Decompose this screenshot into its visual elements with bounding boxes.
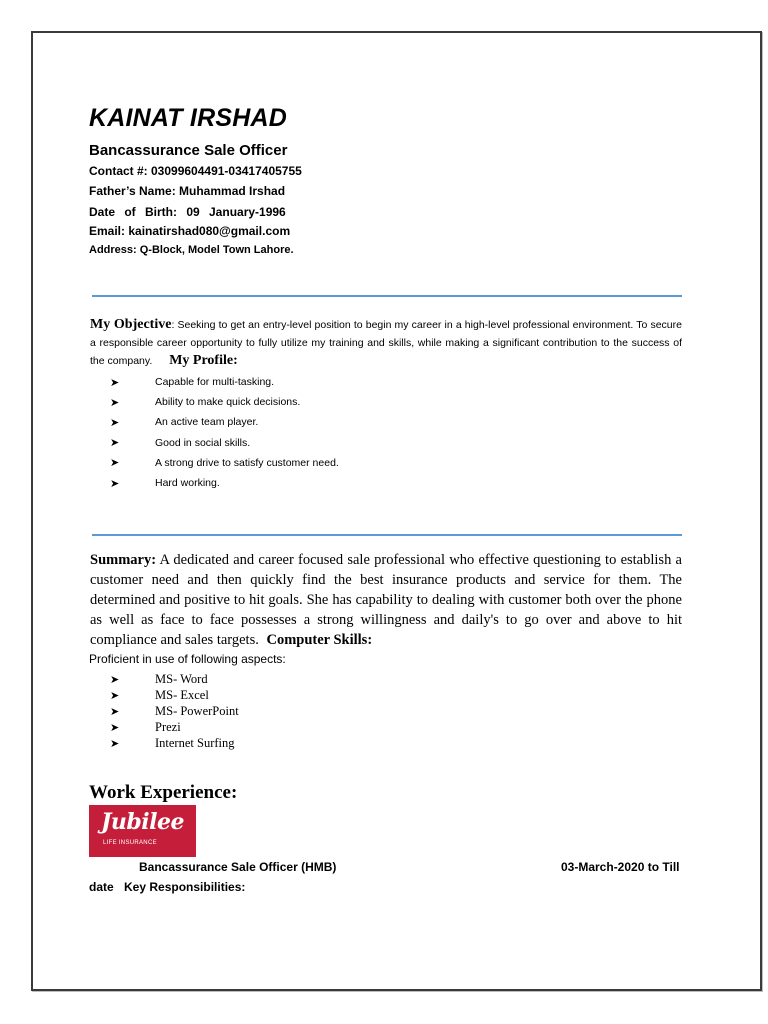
divider-line (92, 295, 682, 297)
list-item-text: MS- Excel (155, 687, 209, 702)
job-dates-continued: date (89, 880, 114, 894)
work-experience-heading: Work Experience: (89, 782, 238, 803)
bullet-arrow-icon: ➤ (110, 437, 120, 450)
list-item (110, 453, 339, 473)
divider-line (92, 534, 682, 536)
list-item-text: Capable for multi-tasking. (155, 376, 275, 389)
list-item (110, 372, 339, 392)
list-item (110, 473, 339, 493)
key-responsibilities-heading: Key Responsibilities: (124, 880, 246, 894)
logo-brand-text: Jubilee (101, 809, 184, 835)
profile-heading: My Profile: (169, 353, 238, 368)
skills-list (110, 671, 239, 752)
objective-section (90, 316, 682, 370)
list-item-text: Good in social skills. (155, 436, 251, 449)
list-item-text: MS- PowerPoint (155, 703, 239, 718)
list-item-text: Prezi (155, 720, 181, 735)
list-item-text: Internet Surfing (155, 736, 235, 751)
dob-line: Date of Birth: 09 January-1996 (89, 205, 286, 219)
candidate-name: KAINAT IRSHAD (89, 104, 287, 132)
job-title: Bancassurance Sale Officer (89, 142, 288, 159)
list-item-text: MS- Word (155, 671, 208, 686)
list-item (110, 720, 239, 736)
list-item-text: Hard working. (155, 477, 220, 490)
list-item (110, 392, 339, 412)
summary-section (90, 550, 682, 650)
father-name-line: Father’s Name: Muhammad Irshad (89, 184, 286, 198)
list-item (110, 687, 239, 703)
computer-skills-heading: Computer Skills: (266, 632, 373, 648)
address-line: Address: Q-Block, Model Town Lahore. (89, 244, 294, 256)
summary-text: A dedicated and career focused sale professional who effective questioning to establish a customer need and then quickly find the best insurance products and service for them. The determined and positive to hit goals. She has capability to dealing with customer both over the phone as well as face to face possesses a strong willingness and daily's to go over and above to hit compliance and sales targets. (90, 552, 682, 648)
list-item (110, 433, 339, 453)
skills-intro: Proficient in use of following aspects: (89, 652, 286, 666)
email-line: Email: kainatirshad080@gmail.com (89, 224, 291, 238)
objective-heading: My Objective (90, 317, 172, 332)
contact-line: Contact #: 03099604491-03417405755 (89, 164, 302, 178)
jubilee-logo (89, 805, 196, 857)
bullet-arrow-icon: ➤ (110, 722, 120, 735)
list-item (110, 703, 239, 719)
objective-text: : Seeking to get an entry-level position to begin my career in a high-level professional environment. To secure a responsible career opportunity to fully utilize my training and skills, while making a significant contribution to the success of the company. (90, 319, 682, 367)
bullet-arrow-icon: ➤ (110, 457, 120, 470)
list-item-text: Ability to make quick decisions. (155, 396, 301, 409)
list-item (110, 736, 239, 752)
bullet-arrow-icon: ➤ (110, 673, 120, 686)
list-item (110, 412, 339, 432)
bullet-arrow-icon: ➤ (110, 416, 120, 429)
job-dates: 03-March-2020 to Till (561, 860, 680, 874)
job-position: Bancassurance Sale Officer (HMB) (139, 860, 337, 874)
list-item-text: A strong drive to satisfy customer need. (155, 456, 339, 469)
bullet-arrow-icon: ➤ (110, 396, 120, 409)
bullet-arrow-icon: ➤ (110, 738, 120, 751)
bullet-arrow-icon: ➤ (110, 477, 120, 490)
bullet-arrow-icon: ➤ (110, 689, 120, 702)
logo-subtext: LIFE INSURANCE (103, 840, 157, 846)
list-item (110, 671, 239, 687)
list-item-text: An active team player. (155, 416, 259, 429)
summary-heading: Summary: (90, 552, 157, 568)
bullet-arrow-icon: ➤ (110, 705, 120, 718)
bullet-arrow-icon: ➤ (110, 376, 120, 389)
profile-list (110, 372, 339, 493)
